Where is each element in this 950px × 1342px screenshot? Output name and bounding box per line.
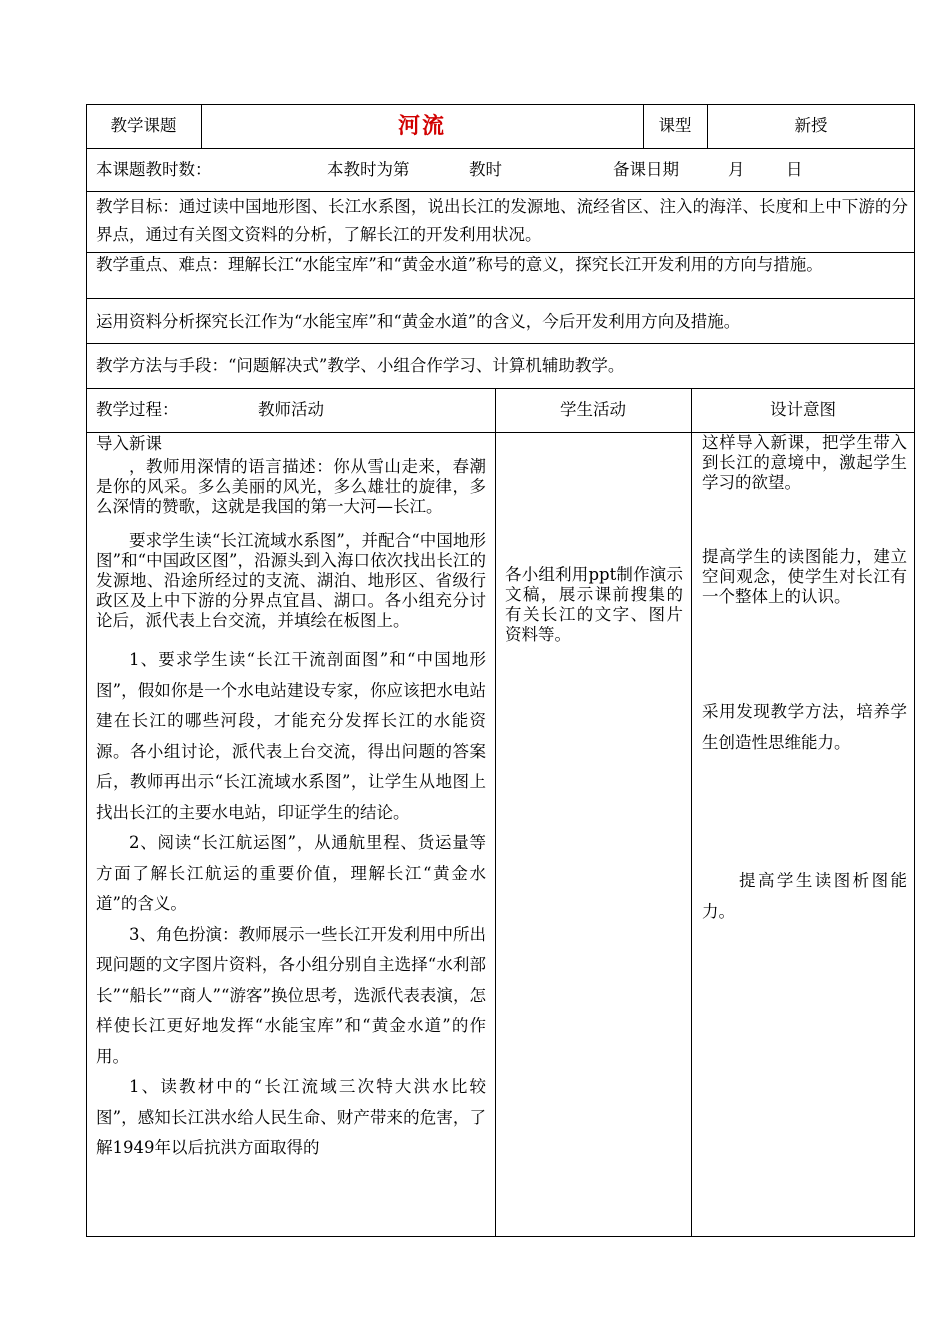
- activity-item-4: 1、读教材中的“长江流域三次特大洪水比较图”，感知长江洪水给人民生命、财产带来的危害，了解1949年以后抗洪方面取得的: [96, 1077, 486, 1157]
- design-intent-header: 设计意图: [770, 400, 836, 419]
- row-divider: [86, 191, 915, 192]
- key-points-text: 教学重点、难点：理解长江“水能宝库”和“黄金水道”称号的意义，探究长江开发利用的方向与措施。: [96, 255, 823, 274]
- activity-item-3: 3、角色扮演：教师展示一些长江开发利用中所出现问题的文字图片资料，各小组分别自主选择“水利部长”“船长”“商人”“游客”换位思考，选派代表表演，怎样使长江更好地发挥“水能宝库”和“黄金水道”的作用。: [96, 924, 486, 1066]
- teaching-methods-text: 教学方法与手段：“问题解决式”教学、小组合作学习、计算机辅助教学。: [96, 356, 625, 375]
- analysis-text: 运用资料分析探究长江作为“水能宝库”和“黄金水道”的含义，今后开发利用方向及措施。: [96, 312, 741, 331]
- intro-paragraph: ，教师用深情的语言描述：你从雪山走来，春潮是你的风采。多么美丽的风光，多么雄壮的旋律，多么深情的赞歌，这就是我国的第一大河—长江。: [96, 457, 486, 516]
- activity-item-1: 1、要求学生读“长江干流剖面图”和“中国地形图”，假如你是一个水电站建设专家，你应该把水电站建在长江的哪些河段，才能充分发挥长江的水能资源。各小组讨论，派代表上台交流，得出问题的答案后，教师再出示“长江流域水系图”，让学生从地图上找出长江的主要水电站，印证学生的结论。: [96, 650, 486, 822]
- student-activity-column: [505, 565, 683, 645]
- topic-title: 河流: [397, 113, 446, 139]
- col-divider: [495, 388, 496, 1237]
- student-activity-text: 各小组利用ppt制作演示文稿，展示课前搜集的有关长江的文字、图片资料等。: [505, 565, 683, 644]
- student-activity-header: 学生活动: [560, 400, 626, 419]
- analysis: [96, 310, 908, 334]
- row-divider: [86, 343, 915, 344]
- teaching-goals: [96, 193, 908, 249]
- design-intent-3: 采用发现教学方法，培养学生创造性思维能力。: [702, 702, 907, 752]
- teaching-methods: [96, 354, 908, 378]
- total-hours-label: 本课题教时数：: [96, 160, 212, 179]
- activity-item-2: 2、阅读“长江航运图”，从通航里程、货运量等方面了解长江航运的重要价值，理解长江“黄金水道”的含义。: [96, 833, 486, 913]
- key-points: [96, 254, 908, 275]
- hour-unit-label: 教时: [469, 160, 502, 179]
- design-intent-2: 提高学生的读图能力，建立空间观念，使学生对长江有一个整体上的认识。: [702, 547, 907, 606]
- row-divider: [86, 252, 915, 253]
- design-intent-block-3: [702, 697, 907, 758]
- col-divider: [691, 388, 692, 1237]
- design-intent-4: 提高学生读图析图能力。: [702, 871, 907, 921]
- teacher-activity-header: 教师活动: [258, 400, 324, 419]
- intro-title: 导入新课: [96, 434, 162, 453]
- current-hour-label: 本教时为第: [327, 160, 410, 179]
- type-label: 课型: [658, 116, 692, 135]
- day-label: 日: [786, 160, 803, 179]
- design-intent-block-4: [702, 866, 907, 927]
- type-value: 新授: [794, 116, 828, 135]
- design-intent-block-2: [702, 547, 907, 607]
- prep-date-label: 备课日期: [613, 160, 679, 179]
- topic-label: 教学课题: [110, 116, 177, 135]
- row-divider: [86, 148, 915, 149]
- map-reading-paragraph: 要求学生读“长江流域水系图”，并配合“中国地形图”和“中国政区图”，沿源头到入海口依次找出长江的发源地、沿途所经过的支流、湖泊、地形区、省级行政区及上中下游的分界点宜昌、湖口。各小组充分讨论后，派代表上台交流，并填绘在板图上。: [96, 531, 486, 630]
- process-label: 教学过程：: [96, 400, 179, 419]
- design-intent-1: 这样导入新课，把学生带入到长江的意境中，激起学生学习的欲望。: [702, 433, 907, 492]
- design-intent-column: [702, 433, 907, 493]
- month-label: 月: [728, 160, 745, 179]
- teaching-goals-text: 教学目标：通过读中国地形图、长江水系图，说出长江的发源地、流经省区、注入的海洋、长度和上中下游的分界点，通过有关图文资料的分析，了解长江的开发利用状况。: [96, 197, 908, 244]
- row-divider: [86, 298, 915, 299]
- teacher-activity-column: [96, 433, 486, 1164]
